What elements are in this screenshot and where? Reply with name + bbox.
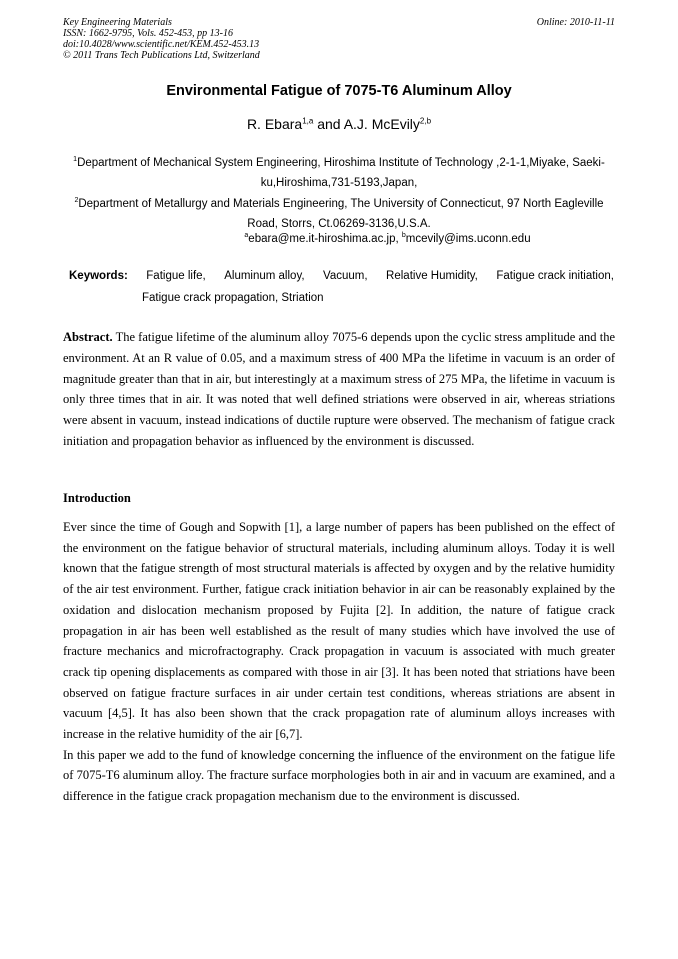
abstract-label: Abstract. bbox=[63, 330, 113, 344]
introduction-paragraph-2: In this paper we add to the fund of knowledge concerning the influence of the environment on the fatigue life of 7075-T6 aluminum alloy. The fracture surface morphologies both in air and in vacuum are examined, and a difference in the fatigue crack propagation mechanism due to the environment is discussed. bbox=[63, 747, 615, 804]
issn-line: ISSN: 1662-9795, Vols. 452-453, pp 13-16 bbox=[63, 28, 233, 39]
email-b-sup: b bbox=[401, 232, 406, 239]
author-1-name: R. Ebara bbox=[246, 116, 303, 132]
author-conjunction: and bbox=[313, 116, 344, 132]
affiliation-2-text: Department of Metallurgy and Materials Engineering, The University of Connecticut, 97 North Eagleville Road, Storrs, Ct.06269-3136,U.S.A. bbox=[78, 197, 604, 230]
affiliation-2-number: 2 bbox=[74, 197, 79, 204]
keyword-item: Fatigue life, bbox=[146, 270, 206, 282]
email-a[interactable]: ebara@me.it-hiroshima.ac.jp, bbox=[248, 232, 402, 245]
journal-name: Key Engineering Materials bbox=[63, 17, 172, 28]
email-line bbox=[0, 232, 678, 245]
author-1-sup: 1,a bbox=[302, 116, 314, 126]
introduction-paragraph-1: Ever since the time of Gough and Sopwith [1], a large number of papers has been published on the effect of the environment on the fatigue behavior of structural materials, including aluminum alloys. Today it is well known that the fatigue strength of most structural materials is affected by oxygen and by the relative humidity of the air test environment. Further, fatigue crack initiation behavior in air can be reasonably explained by the oxidation and dislocation mechanism proposed by Fujita [2]. In addition, the nature of fatigue crack propagation in air has been well established as the result of many studies which have involved the use of fracture mechanics and microfractography. Crack propagation in vacuum is associated with much greater crack tip opening displacements as compared with those in air [3]. It has been noted that striations have been observed on fatigue fracture surfaces in air under certain test conditions, whereas striations are absent in vacuum [4,5]. It has also been shown that the crack propagation rate of aluminum alloys increases with increase in the relative humidity of the air [6,7]. bbox=[63, 520, 615, 742]
copyright-line: © 2011 Trans Tech Publications Ltd, Switzerland bbox=[63, 50, 260, 61]
abstract-text: The fatigue lifetime of the aluminum alloy 7075-6 depends upon the cyclic stress amplitude and the environment. At an R value of 0.05, and a maximum stress of 400 MPa the lifetime in vacuum is an order of magnitude greater than that in air, but interestingly at a maximum stress of 275 MPa, the lifetime in vacuum is only three times that in air. It was noted that well defined striations were observed in air, whereas striations were absent in vacuum, instead indications of ductile rupture were observed. The mechanism of fatigue crack initiation and propagation behavior as influenced by the environment is discussed. bbox=[63, 330, 615, 448]
keyword-item: Aluminum alloy, bbox=[224, 270, 305, 282]
affiliation-1-number: 1 bbox=[73, 156, 78, 163]
introduction-body bbox=[63, 517, 615, 807]
introduction-heading: Introduction bbox=[63, 491, 131, 505]
keyword-item: Fatigue crack initiation, bbox=[496, 270, 614, 282]
affiliation-1 bbox=[60, 150, 618, 193]
online-date: Online: 2010-11-11 bbox=[536, 17, 615, 28]
keywords-label: Keywords: bbox=[69, 270, 128, 282]
keywords-block bbox=[69, 265, 614, 309]
doi-line: doi:10.4028/www.scientific.net/KEM.452-453.13 bbox=[63, 39, 260, 50]
keyword-item: Relative Humidity, bbox=[386, 270, 478, 282]
abstract-paragraph bbox=[63, 327, 615, 452]
email-b[interactable]: mcevily@ims.uconn.edu bbox=[405, 232, 531, 245]
affiliation-2 bbox=[60, 191, 618, 234]
author-2-sup: 2,b bbox=[419, 116, 432, 126]
email-a-sup: a bbox=[244, 232, 249, 239]
keywords-line-1 bbox=[69, 265, 614, 287]
author-2-name: A.J. McEvily bbox=[343, 116, 420, 132]
keywords-line-2: Fatigue crack propagation, Striation bbox=[142, 292, 324, 304]
keyword-item: Vacuum, bbox=[323, 270, 368, 282]
journal-header bbox=[63, 17, 615, 61]
author-line bbox=[0, 116, 678, 132]
paper-title: Environmental Fatigue of 7075-T6 Aluminum Alloy bbox=[166, 83, 512, 99]
affiliation-1-text: Department of Mechanical System Engineering, Hiroshima Institute of Technology ,2-1-1,Miyake, Saeki-ku,Hiroshima,731-5193,Japan, bbox=[77, 156, 605, 189]
